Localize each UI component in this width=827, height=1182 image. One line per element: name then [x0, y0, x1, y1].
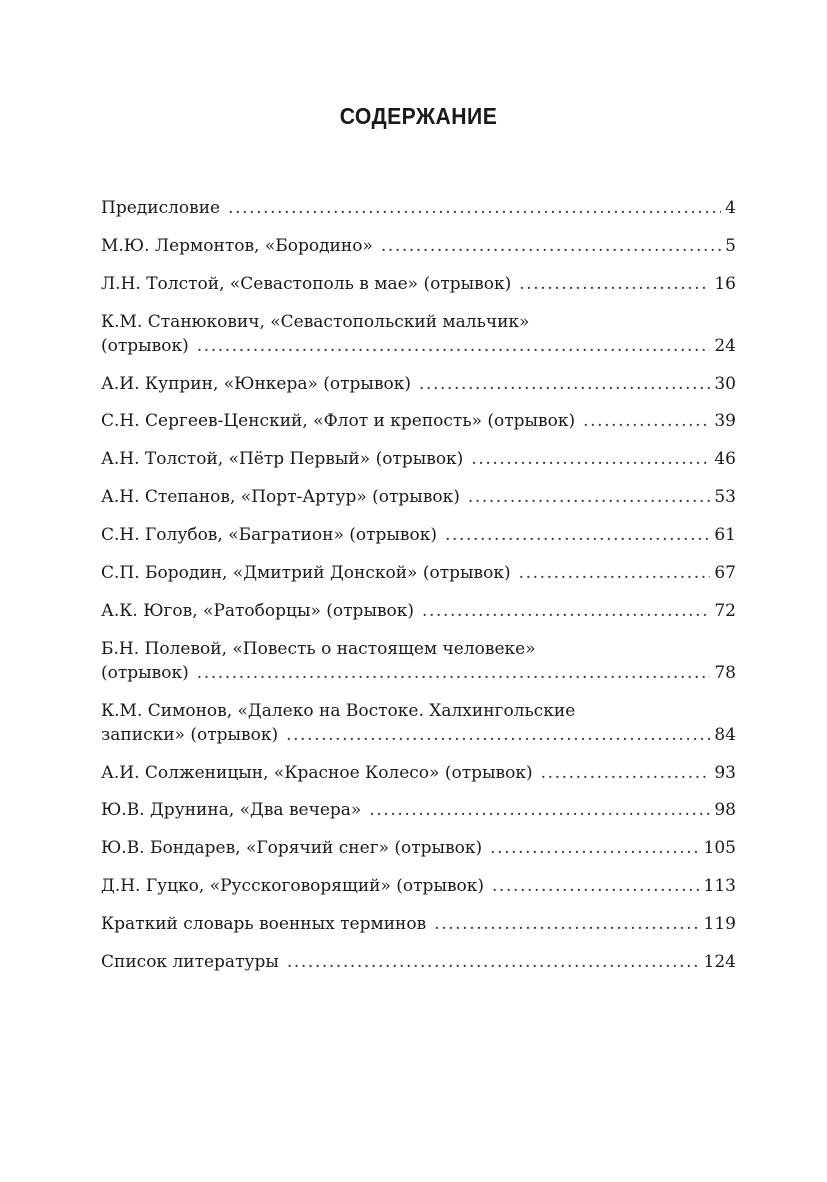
- toc-page-number: 46: [714, 449, 736, 470]
- toc-entry: [101, 950, 736, 974]
- toc-leader-dots: [197, 334, 711, 358]
- toc-page-number: 4: [725, 198, 736, 218]
- toc-entry-title: (отрывок): [101, 335, 189, 356]
- toc-entry: [101, 447, 736, 471]
- toc-entry-title: (отрывок): [101, 662, 189, 683]
- toc-entry-title: Ю.В. Друнина, «Два вечера»: [101, 800, 362, 821]
- toc-leader-dots: [422, 599, 710, 623]
- toc-entry-title: А.Н. Толстой, «Пётр Первый» (отрывок): [101, 449, 464, 470]
- toc-entry-title: А.Н. Степанов, «Порт-Артур» (отрывок): [101, 487, 460, 508]
- toc-leader-dots: [490, 836, 699, 860]
- toc-page-number: 5: [725, 235, 736, 256]
- toc-leader-dots: [228, 196, 721, 220]
- toc-entry-title: С.Н. Голубов, «Багратион» (отрывок): [101, 525, 437, 546]
- toc-entry-title: Л.Н. Толстой, «Севастополь в мае» (отрывок): [101, 273, 512, 294]
- toc-entry-title: С.Н. Сергеев-Ценский, «Флот и крепость» (отрывок): [101, 411, 576, 432]
- toc-page-number: 61: [714, 525, 736, 546]
- toc-entry-title-line1: К.М. Симонов, «Далеко на Востоке. Халхингольские: [101, 700, 576, 721]
- toc-entry-title: А.К. Югов, «Ратоборцы» (отрывок): [101, 600, 415, 621]
- toc-entry: [101, 699, 736, 747]
- toc-leader-dots: [471, 447, 710, 471]
- toc-page-number: 53: [714, 487, 736, 508]
- toc-entry: [101, 485, 736, 509]
- toc-entry-title-line1: К.М. Станюкович, «Севастопольский мальчик»: [101, 311, 530, 332]
- toc-page-number: 93: [714, 762, 736, 783]
- toc-page-number: 24: [714, 335, 736, 356]
- toc-leader-dots: [287, 950, 700, 974]
- toc-entry: [101, 196, 736, 220]
- toc-page-number: 124: [703, 952, 736, 973]
- toc-entry-title: записки» (отрывок): [101, 724, 279, 745]
- toc-leader-dots: [541, 761, 711, 785]
- toc-entry: [101, 372, 736, 396]
- toc-page-number: 78: [714, 662, 736, 683]
- toc-page-number: 113: [703, 876, 736, 897]
- toc-entry-title: Д.Н. Гуцко, «Русскоговорящий» (отрывок): [101, 876, 485, 897]
- toc-entry-title: С.П. Бородин, «Дмитрий Донской» (отрывок): [101, 563, 511, 584]
- toc-page-number: 72: [714, 600, 736, 621]
- toc-page-number: 39: [714, 411, 736, 432]
- toc-entry: [101, 836, 736, 860]
- toc-leader-dots: [468, 485, 710, 509]
- toc-page-number: 105: [703, 838, 736, 859]
- toc-entry: [101, 798, 736, 822]
- table-of-contents: [101, 196, 736, 974]
- toc-leader-dots: [434, 912, 699, 936]
- toc-entry: [101, 523, 736, 547]
- toc-entry-title: Предисловие: [101, 198, 221, 218]
- toc-page-number: 119: [703, 914, 736, 935]
- toc-leader-dots: [583, 409, 710, 433]
- toc-entry-title: А.И. Солженицын, «Красное Колесо» (отрывок): [101, 762, 533, 783]
- toc-entry: [101, 272, 736, 296]
- toc-entry-title: М.Ю. Лермонтов, «Бородино»: [101, 235, 373, 256]
- toc-leader-dots: [197, 661, 711, 685]
- toc-entry-title: А.И. Куприн, «Юнкера» (отрывок): [101, 373, 412, 394]
- toc-entry: [101, 234, 736, 258]
- toc-entry: [101, 310, 736, 358]
- toc-entry-title: Краткий словарь военных терминов: [101, 914, 427, 935]
- toc-entry: [101, 761, 736, 785]
- toc-page-number: 16: [714, 273, 736, 294]
- toc-entry: [101, 912, 736, 936]
- toc-leader-dots: [445, 523, 710, 547]
- toc-leader-dots: [519, 561, 711, 585]
- page-title: СОДЕРЖАНИЕ: [339, 103, 498, 129]
- toc-leader-dots: [519, 272, 710, 296]
- toc-entry: [101, 409, 736, 433]
- toc-page-number: 67: [714, 563, 736, 584]
- toc-entry: [101, 599, 736, 623]
- toc-page-number: 98: [714, 800, 736, 821]
- toc-page-number: 84: [714, 724, 736, 745]
- toc-leader-dots: [492, 874, 700, 898]
- toc-entry-title: Ю.В. Бондарев, «Горячий снег» (отрывок): [101, 838, 483, 859]
- toc-entry: [101, 637, 736, 685]
- toc-leader-dots: [419, 372, 710, 396]
- toc-entry: [101, 874, 736, 898]
- toc-leader-dots: [369, 798, 710, 822]
- toc-page-number: 30: [714, 373, 736, 394]
- toc-leader-dots: [286, 723, 710, 747]
- toc-entry-title: Список литературы: [101, 952, 279, 973]
- toc-entry: [101, 561, 736, 585]
- toc-leader-dots: [381, 234, 721, 258]
- toc-entry-title-line1: Б.Н. Полевой, «Повесть о настоящем человеке»: [101, 638, 536, 659]
